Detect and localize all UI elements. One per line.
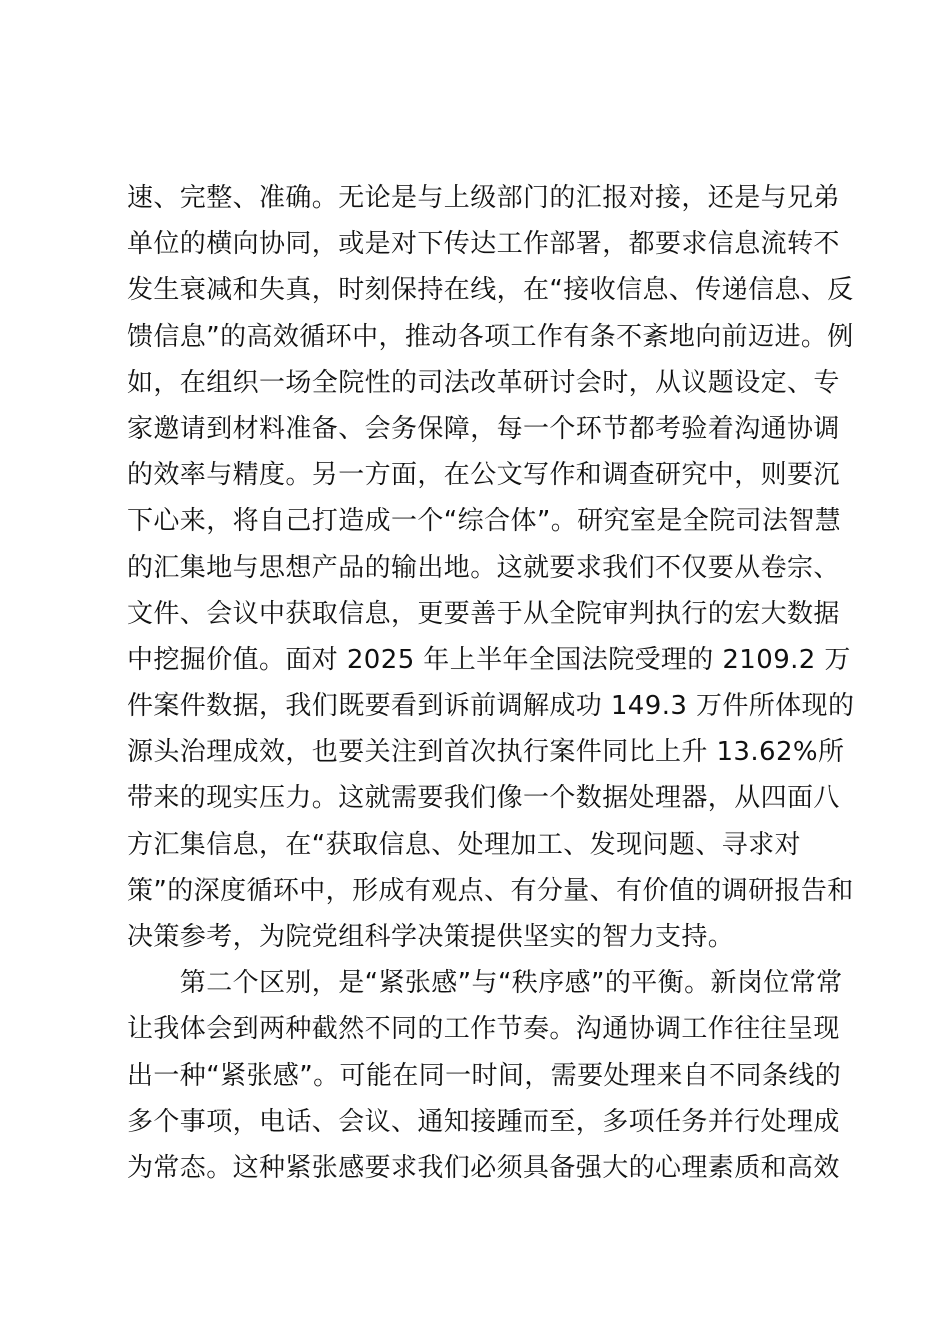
text-line: 文件、会议中获取信息，更要善于从全院审判执行的宏大数据 [127,598,840,629]
text-line: 发生衰减和失真，时刻保持在线，在“接收信息、传递信息、反 [127,275,854,306]
text-line: 方汇集信息，在“获取信息、处理加工、发现问题、寻求对 [127,829,801,860]
text-line: 家邀请到材料准备、会务保障，每一个环节都考验着沟通协调 [127,413,840,444]
text-line: 如，在组织一场全院性的司法改革研讨会时，从议题设定、专 [127,367,840,398]
paragraph-start-line: 第二个区别，是“紧张感”与“秩序感”的平衡。新岗位常常 [127,968,843,999]
text-line: 馈信息”的高效循环中，推动各项工作有条不紊地向前迈进。例 [127,321,854,352]
text-line: 决策参考，为院党组科学决策提供坚实的智力支持。 [127,922,735,952]
text-line: 件案件数据，我们既要看到诉前调解成功 149.3 万件所体现的 [127,691,855,722]
text-line: 源头治理成效，也要关注到首次执行案件同比上升 13.62%所 [127,737,845,768]
text-line: 让我体会到两种截然不同的工作节奏。沟通协调工作往往呈现 [127,1014,840,1045]
text-line: 策”的深度循环中，形成有观点、有分量、有价值的调研报告和 [127,875,854,906]
text-line: 中挖掘价值。面对 2025 年上半年全国法院受理的 2109.2 万 [127,644,851,675]
text-line: 为常态。这种紧张感要求我们必须具备强大的心理素质和高效 [127,1152,840,1183]
body-text [127,175,855,1191]
text-line: 多个事项，电话、会议、通知接踵而至，多项任务并行处理成 [127,1106,840,1137]
text-line: 出一种“紧张感”。可能在同一时间，需要处理来自不同条线的 [127,1060,842,1091]
text-line: 的效率与精度。另一方面，在公文写作和调查研究中，则要沉 [127,460,840,491]
text-line: 速、完整、准确。无论是与上级部门的汇报对接，还是与兄弟 [127,183,840,213]
text-line: 单位的横向协同，或是对下传达工作部署，都要求信息流转不 [127,229,840,260]
text-line: 的汇集地与思想产品的输出地。这就要求我们不仅要从卷宗、 [127,552,840,583]
text-line: 带来的现实压力。这就需要我们像一个数据处理器，从四面八 [127,783,840,814]
text-line: 下心来，将自己打造成一个“综合体”。研究室是全院司法智慧 [127,506,842,537]
